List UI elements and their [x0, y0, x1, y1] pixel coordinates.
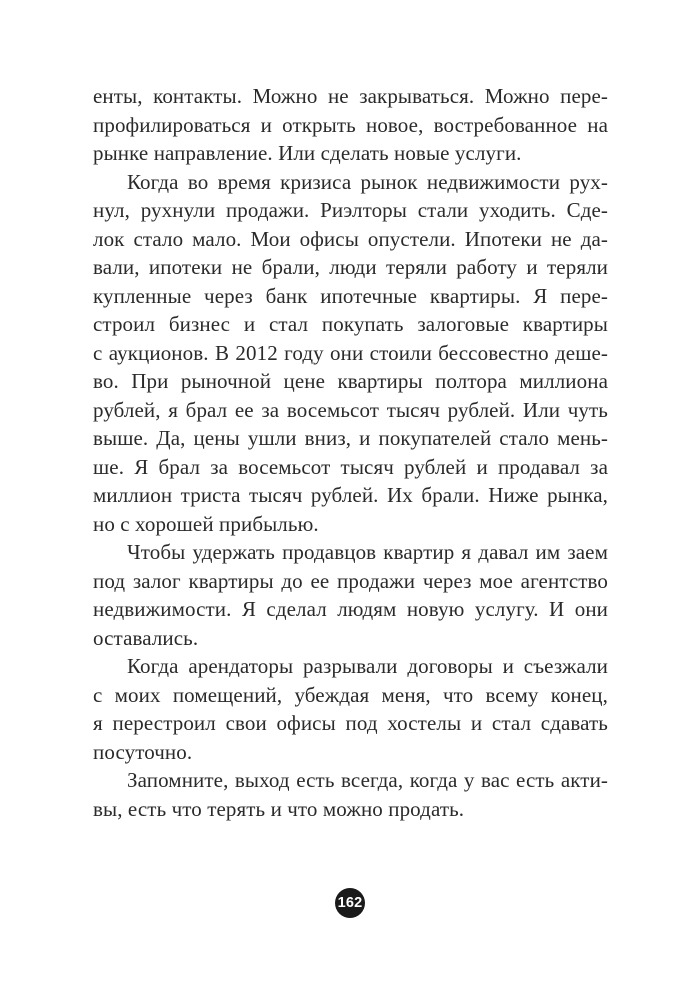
text-line: Запомните, выход есть всегда, когда у вас есть акти- — [127, 768, 608, 792]
text-line: миллион триста тысяч рублей. Их брали. Ниже рынка, — [93, 483, 608, 507]
text-line: купленные через банк ипотечные квартиры. Я пере- — [93, 283, 608, 308]
text-line: рынке направление. Или сделать новые услуги. — [93, 141, 522, 165]
text-line: с аукционов. В 2012 году они стоили бессовестно деше- — [93, 340, 608, 365]
text-line: под залог квартиры до ее продажи через мое агентство — [93, 568, 608, 593]
page-number: 162 — [337, 895, 363, 911]
text-line: рублей, я брал ее за восемьсот тысяч рублей. Или чуть — [93, 397, 608, 422]
paragraph — [93, 538, 608, 652]
text-line: Когда во время кризиса рынок недвижимости рух- — [127, 169, 608, 194]
text-line: нул, рухнули продажи. Риэлторы стали уходить. Сде- — [93, 198, 608, 222]
paragraph — [93, 168, 608, 539]
body-text — [93, 82, 608, 823]
text-line: посуточно. — [93, 739, 193, 764]
text-line: вали, ипотеки не брали, люди теряли работу и теряли — [93, 255, 608, 279]
text-line: недвижимости. Я сделал людям новую услугу. И они — [93, 597, 608, 621]
text-line: енты, контакты. Можно не закрываться. Можно пере- — [93, 84, 608, 108]
text-line: оставались. — [93, 625, 199, 650]
text-line: во. При рыночной цене квартиры полтора миллиона — [93, 369, 608, 393]
text-line: лок стало мало. Мои офисы опустели. Ипотеки не да- — [93, 226, 608, 251]
text-line: но с хорошей прибылью. — [93, 511, 319, 536]
text-line: строил бизнес и стал покупать залоговые квартиры — [93, 312, 608, 336]
text-line: с моих помещений, убеждая меня, что всему конец, — [93, 682, 608, 707]
text-line: профилироваться и открыть новое, востребованное на — [93, 112, 608, 137]
page-number-badge — [335, 888, 365, 918]
text-line: Когда арендаторы разрывали договоры и съезжали — [127, 654, 608, 678]
text-line: вы, есть что терять и что можно продать. — [93, 796, 465, 821]
paragraph — [93, 652, 608, 766]
paragraph — [93, 766, 608, 823]
text-line: выше. Да, цены ушли вниз, и покупателей стало мень- — [93, 426, 608, 450]
text-line: я перестроил свои офисы под хостелы и стал сдавать — [93, 711, 608, 735]
text-line: Чтобы удержать продавцов квартир я давал им заем — [127, 540, 608, 564]
paragraph — [93, 82, 608, 168]
text-line: ше. Я брал за восемьсот тысяч рублей и продавал за — [93, 454, 608, 479]
